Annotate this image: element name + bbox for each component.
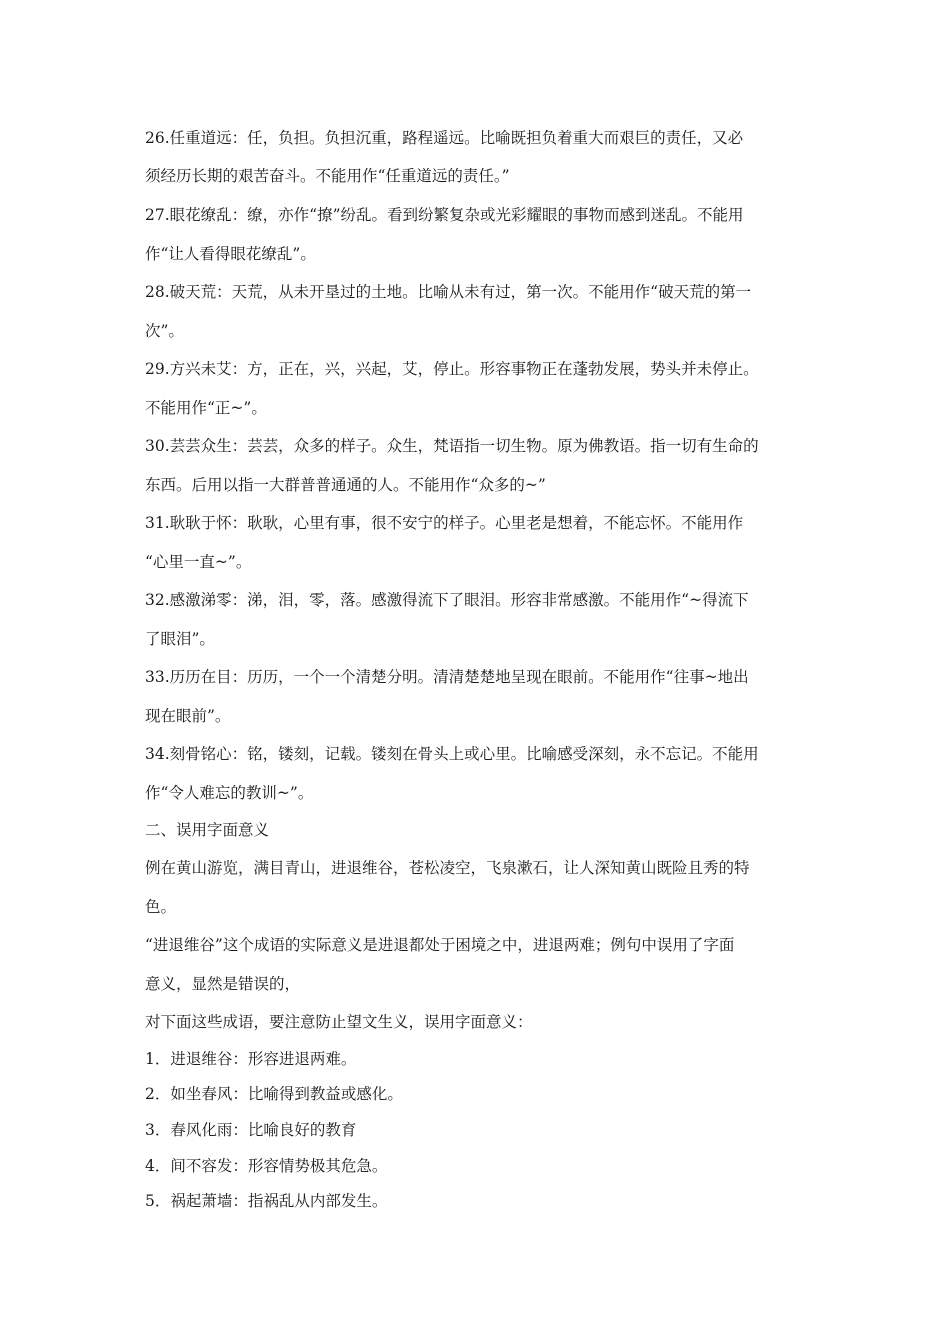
text-line: 对下面这些成语，要注意防止望文生义，误用字面意义： [145, 1013, 533, 1031]
text-line: 33.历历在目：历历，一个一个清楚分明。清清楚楚地呈现在眼前。不能用作“往事~地出 [145, 668, 749, 686]
text-line: 26.任重道远：任，负担。负担沉重，路程遥远。比喻既担负着重大而艰巨的责任，又必 [145, 129, 744, 147]
text-line: “进退维谷”这个成语的实际意义是进退都处于困境之中，进退两难；例句中误用了字面 [145, 936, 735, 954]
text-line: 须经历长期的艰苦奋斗。不能用作“任重道远的责任。” [145, 167, 510, 185]
text-line: 例在黄山游览，满目青山，进退维谷，苍松凌空，飞泉漱石，让人深知黄山既险且秀的特 [145, 859, 750, 877]
text-line: “心里一直~”。 [145, 553, 252, 571]
text-line: 31.耿耿于怀：耿耿，心里有事，很不安宁的样子。心里老是想着，不能忘怀。不能用作 [145, 514, 744, 532]
text-line: 32.感激涕零：涕，泪，零，落。感激得流下了眼泪。形容非常感激。不能用作“~得流下 [145, 591, 749, 609]
text-line: 28.破天荒：天荒，从未开垦过的土地。比喻从未有过，第一次。不能用作“破天荒的第一 [145, 283, 752, 301]
text-line: 色。 [145, 898, 177, 916]
text-line: 不能用作“正~”。 [145, 399, 267, 417]
list-item: 2．如坐春风：比喻得到教益或感化。 [145, 1085, 403, 1103]
text-line: 东西。后用以指一大群普普通通的人。不能用作“众多的~” [145, 476, 546, 494]
text-line: 次”。 [145, 322, 184, 340]
text-line: 意义，显然是错误的， [145, 975, 301, 993]
list-item: 5．祸起萧墙：指祸乱从内部发生。 [145, 1192, 388, 1210]
text-line: 了眼泪”。 [145, 630, 215, 648]
text-line: 30.芸芸众生：芸芸，众多的样子。众生，梵语指一切生物。原为佛教语。指一切有生命的 [145, 437, 759, 455]
text-line: 现在眼前”。 [145, 707, 231, 725]
text-line: 作“让人看得眼花缭乱”。 [145, 245, 316, 263]
section-heading: 二、误用字面意义 [145, 821, 270, 839]
text-line: 34.刻骨铭心：铭，镂刻，记载。镂刻在骨头上或心里。比喻感受深刻，永不忘记。不能用 [145, 745, 759, 763]
list-item: 4．间不容发：形容情势极其危急。 [145, 1157, 388, 1175]
text-line: 27.眼花缭乱：缭，亦作“撩”纷乱。看到纷繁复杂或光彩耀眼的事物而感到迷乱。不能用 [145, 206, 744, 224]
text-line: 29.方兴未艾：方，正在，兴，兴起，艾，停止。形容事物正在蓬勃发展，势头并未停止。 [145, 360, 759, 378]
list-item: 1．进退维谷：形容进退两难。 [145, 1050, 357, 1068]
text-line: 作“令人难忘的教训~”。 [145, 784, 314, 802]
list-item: 3．春风化雨：比喻良好的教育 [145, 1121, 357, 1139]
